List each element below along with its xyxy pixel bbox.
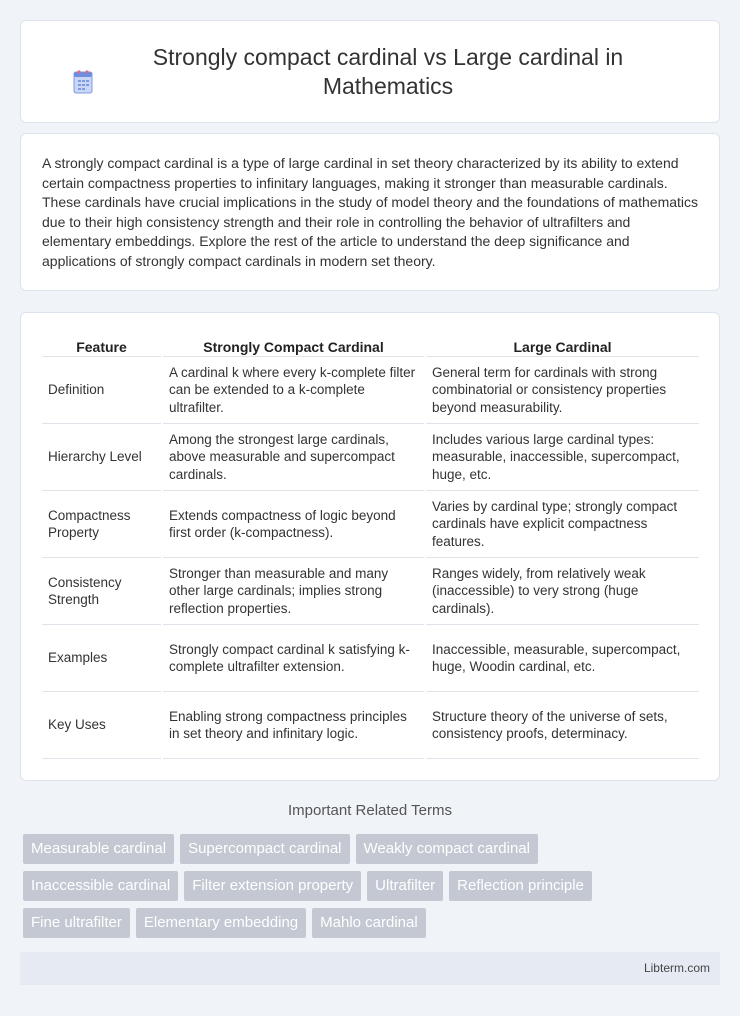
table-row [42, 491, 699, 558]
table-row [42, 625, 699, 692]
tag-row [23, 871, 723, 901]
feature-cell: Hierarchy Level [42, 424, 161, 491]
tag-row [23, 834, 723, 864]
feature-cell: Key Uses [42, 692, 161, 759]
tag-filter-extension-property[interactable]: Filter extension property [184, 871, 361, 901]
tag-supercompact-cardinal[interactable]: Supercompact cardinal [180, 834, 349, 864]
intro-paragraph: A strongly compact cardinal is a type of large cardinal in set theory characterized by its ability to extend certain compactness properties to infinitary languages, making it stronger than measurable cardinals. These cardinals have crucial implications in the study of model theory and the foundations of mathematics due to their high consistency strength and their role in controlling the behavior of ultrafilters and elementary embeddings. Explore the rest of the article to understand the deep significance and applications of strongly compact cardinals in modern set theory. [42, 155, 699, 269]
strongly-compact-cell: Stronger than measurable and many other large cardinals; implies strong reflection properties. [163, 558, 424, 625]
page-title: Strongly compact cardinal vs Large cardinal in Mathematics [152, 43, 624, 99]
strongly-compact-cell: Strongly compact cardinal k satisfying k-complete ultrafilter extension. [163, 625, 424, 692]
feature-cell: Examples [42, 625, 161, 692]
table-row [42, 357, 699, 424]
comparison-table [40, 333, 701, 759]
large-cardinal-cell: General term for cardinals with strong combinatorial or consistency properties beyond measurability. [426, 357, 699, 424]
tag-fine-ultrafilter[interactable]: Fine ultrafilter [23, 908, 130, 938]
large-cardinal-cell: Inaccessible, measurable, supercompact, huge, Woodin cardinal, etc. [426, 625, 699, 692]
tag-elementary-embedding[interactable]: Elementary embedding [136, 908, 306, 938]
tag-measurable-cardinal[interactable]: Measurable cardinal [23, 834, 174, 864]
table-header-row [42, 333, 699, 357]
table-row [42, 692, 699, 759]
column-header-feature: Feature [42, 333, 161, 357]
tag-row [23, 908, 723, 938]
footer [20, 952, 720, 985]
tag-weakly-compact-cardinal[interactable]: Weakly compact cardinal [356, 834, 538, 864]
large-cardinal-cell: Structure theory of the universe of sets, consistency proofs, determinacy. [426, 692, 699, 759]
strongly-compact-cell: Enabling strong compactness principles in set theory and infinitary logic. [163, 692, 424, 759]
feature-cell: Consistency Strength [42, 558, 161, 625]
tag-inaccessible-cardinal[interactable]: Inaccessible cardinal [23, 871, 178, 901]
strongly-compact-cell: Extends compactness of logic beyond first order (k-compactness). [163, 491, 424, 558]
tag-mahlo-cardinal[interactable]: Mahlo cardinal [312, 908, 426, 938]
strongly-compact-cell: Among the strongest large cardinals, above measurable and supercompact cardinals. [163, 424, 424, 491]
footer-site-link[interactable]: Libterm.com [643, 961, 710, 975]
table-row [42, 424, 699, 491]
related-terms-title: Important Related Terms [288, 802, 452, 819]
comparison-table-card [20, 312, 720, 781]
table-row [42, 558, 699, 625]
column-header-large-cardinal: Large Cardinal [426, 333, 699, 357]
column-header-strongly-compact: Strongly Compact Cardinal [163, 333, 424, 357]
feature-cell: Definition [42, 357, 161, 424]
document-icon [70, 69, 96, 95]
strongly-compact-cell: A cardinal k where every k-complete filter can be extended to a k-complete ultrafilter. [163, 357, 424, 424]
title-wrap [70, 43, 670, 101]
large-cardinal-cell: Ranges widely, from relatively weak (inaccessible) to very strong (huge cardinals). [426, 558, 699, 625]
header-card [20, 20, 720, 123]
feature-cell: Compactness Property [42, 491, 161, 558]
large-cardinal-cell: Varies by cardinal type; strongly compact cardinals have explicit compactness features. [426, 491, 699, 558]
large-cardinal-cell: Includes various large cardinal types: measurable, inaccessible, supercompact, huge, etc. [426, 424, 699, 491]
tag-ultrafilter[interactable]: Ultrafilter [367, 871, 443, 901]
intro-card [20, 133, 720, 291]
tag-reflection-principle[interactable]: Reflection principle [449, 871, 592, 901]
related-terms-tags [23, 834, 723, 945]
